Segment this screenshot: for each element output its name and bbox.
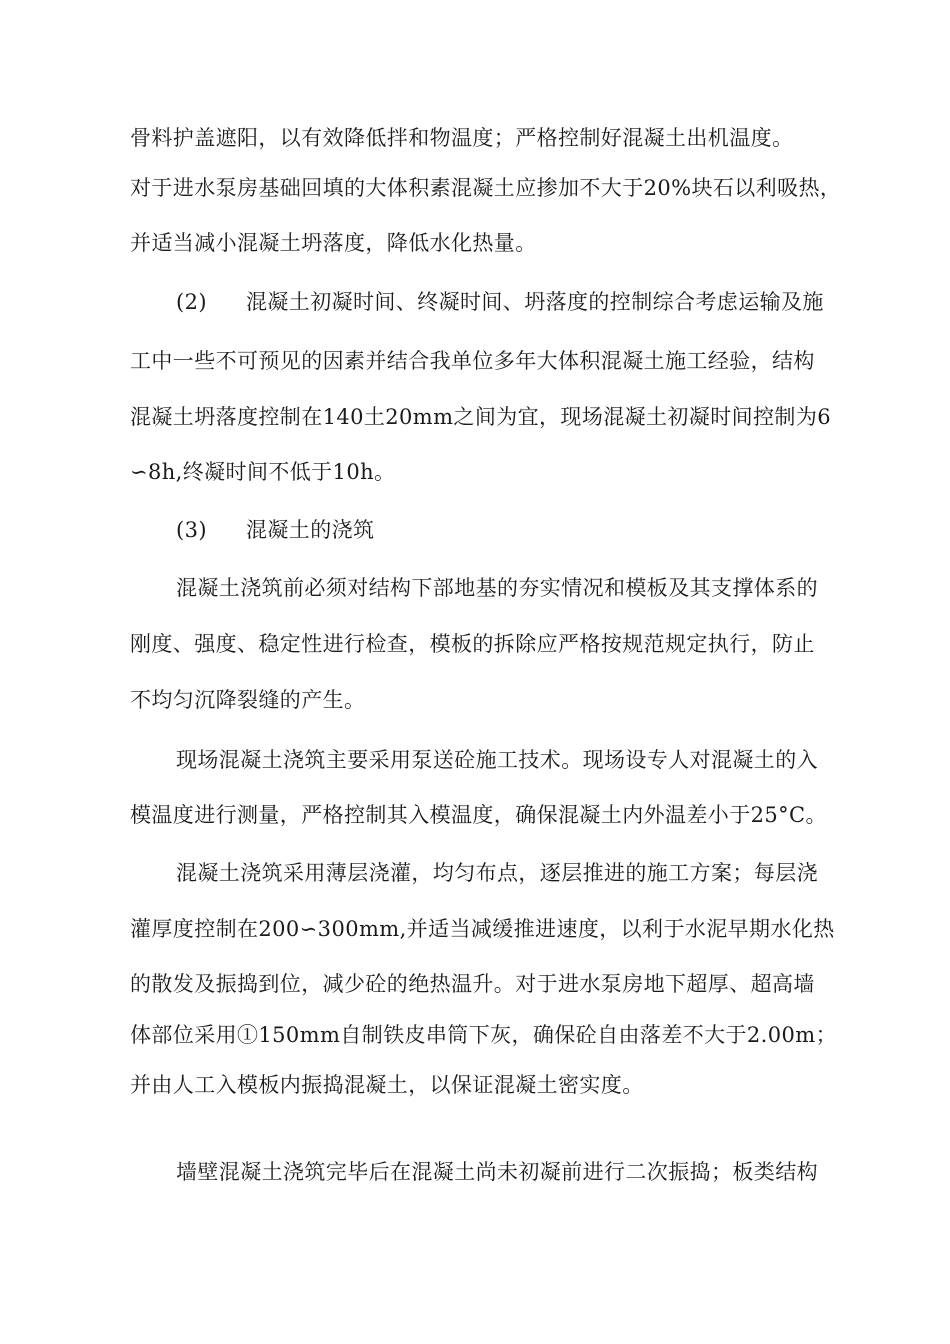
text-line: 体部位采用①150mm自制铁皮串筒下灰，确保砼自由落差不大于2.00m； — [130, 1023, 837, 1047]
text-line: 混凝土初凝时间、终凝时间、坍落度的控制综合考虑运输及施 — [246, 290, 824, 314]
text-line: 灌厚度控制在200∽300mm,并适当减缓推进速度，以利于水泥早期水化热 — [130, 917, 835, 941]
text-line: 混凝土浇筑前必须对结构下部地基的夯实情况和模板及其支撑体系的 — [176, 576, 818, 600]
text-line: 的散发及振捣到位，减少砼的绝热温升。对于进水泵房地下超厚、超高墙 — [130, 972, 815, 996]
text-line: 不均匀沉降裂缝的产生。 — [130, 688, 366, 712]
text-line: 模温度进行测量，严格控制其入模温度，确保混凝土内外温差小于25°C。 — [130, 803, 827, 827]
text-line: 墙壁混凝土浇筑完毕后在混凝土尚未初凝前进行二次振捣；板类结构 — [176, 1160, 818, 1184]
text-line: 刚度、强度、稳定性进行检查，模板的拆除应严格按规范规定执行，防止 — [130, 632, 815, 656]
text-line: 工中一些不可预见的因素并结合我单位多年大体积混凝土施工经验，结构 — [130, 349, 815, 373]
item-number: (2) — [176, 290, 207, 314]
text-line: 对于进水泵房基础回填的大体积素混凝土应掺加不大于20%块石以利吸热， — [130, 176, 842, 200]
section-heading: 混凝土的浇筑 — [246, 518, 375, 542]
text-line: 并由人工入模板内振捣混凝土，以保证混凝土密实度。 — [130, 1073, 644, 1097]
text-line: 混凝土坍落度控制在140土20mm之间为宜，现场混凝土初凝时间控制为6 — [130, 405, 831, 429]
text-line: 骨料护盖遮阳，以有效降低拌和物温度；严格控制好混凝土出机温度。 — [130, 126, 794, 150]
item-number: (3) — [176, 518, 207, 542]
text-line: 现场混凝土浇筑主要采用泵送砼施工技术。现场设专人对混凝土的入 — [176, 748, 818, 772]
text-line: 并适当减小混凝土坍落度，降低水化热量。 — [130, 231, 537, 255]
text-line: ∽8h,终凝时间不低于10h。 — [130, 460, 396, 484]
text-line: 混凝土浇筑采用薄层浇灌，均匀布点，逐层推进的施工方案；每层浇 — [176, 861, 818, 885]
